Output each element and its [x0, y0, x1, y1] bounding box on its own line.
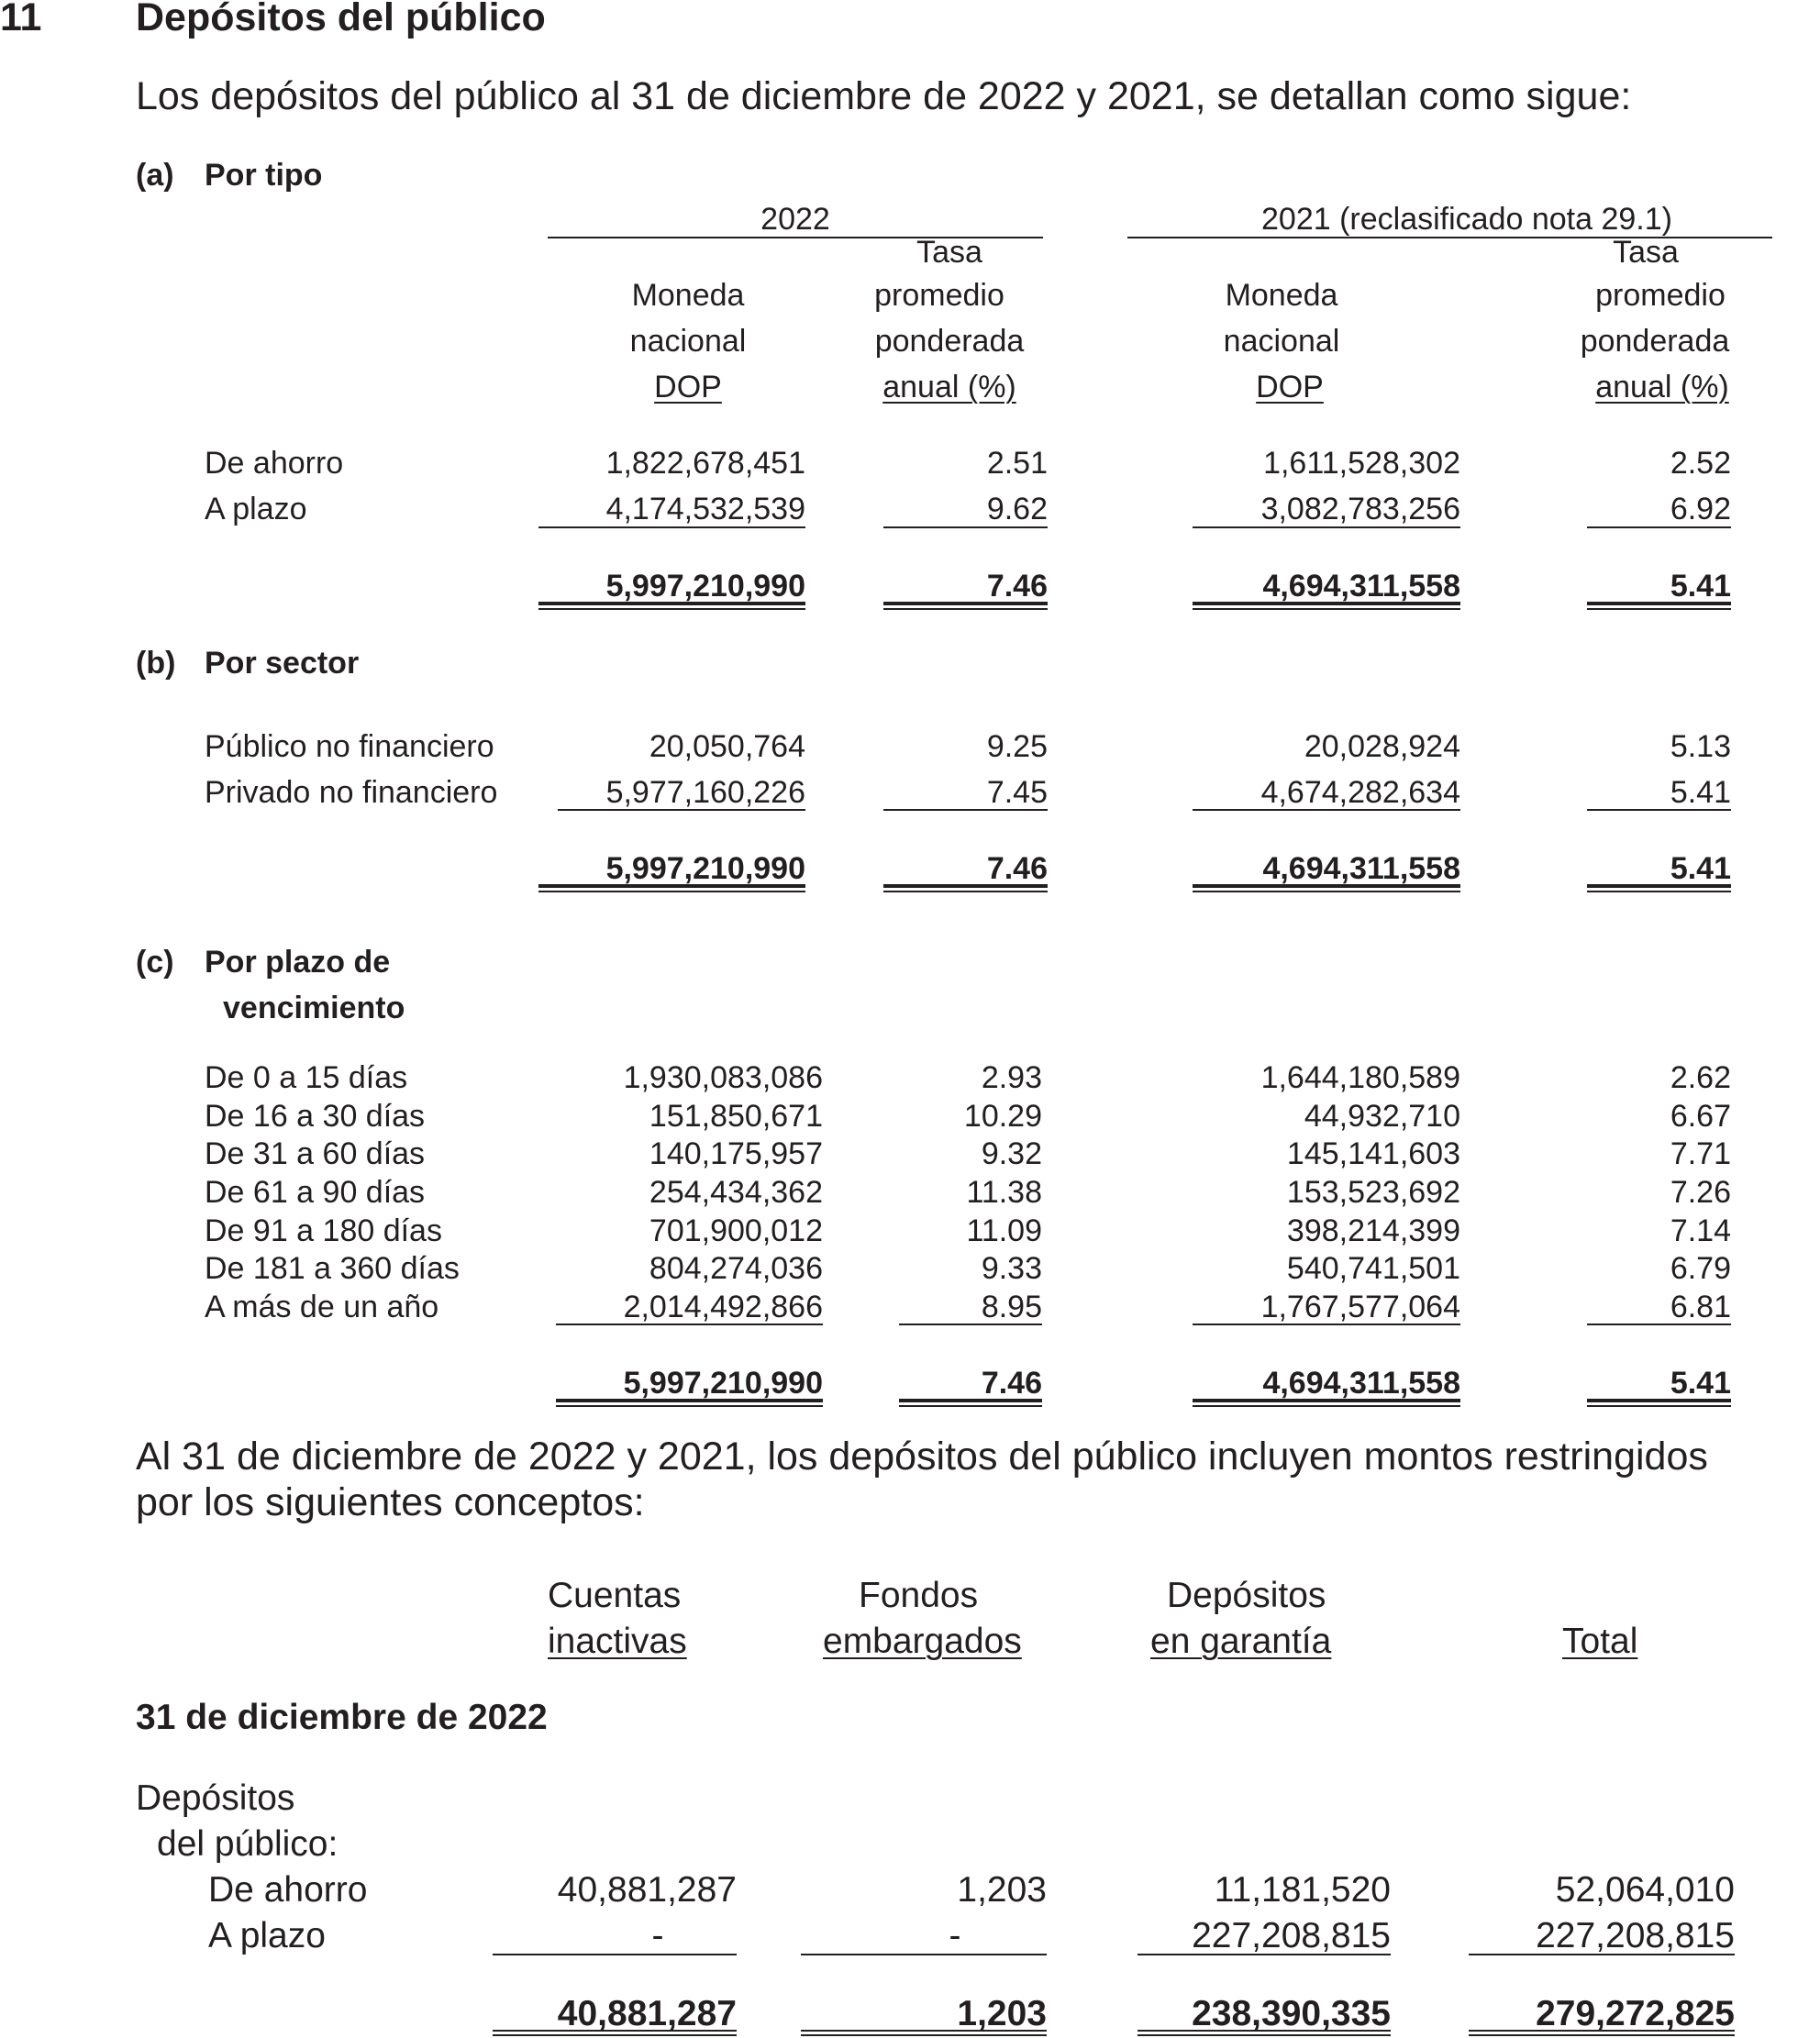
- total-double-rule: [1193, 1401, 1460, 1407]
- subtotal-rule: [801, 1954, 1047, 1955]
- col-depositos-l1: Depósitos: [1167, 1576, 1326, 1615]
- total-total: 279,272,825: [1536, 1994, 1735, 2033]
- row-label: De 181 a 360 días: [205, 1251, 460, 1286]
- subtotal-rule: [883, 809, 1048, 811]
- total-double-rule: [1587, 604, 1731, 610]
- total-value-2022: 5,997,210,990: [623, 1366, 823, 1401]
- row-value-2021: 398,214,399: [1286, 1213, 1460, 1248]
- row-cuentas: -: [651, 1916, 664, 1955]
- total-double-rule: [801, 2034, 1047, 2036]
- row-rate-2022: 9.25: [986, 729, 1048, 764]
- year-2022-header: 2022: [760, 202, 830, 237]
- row-value-2021: 4,674,282,634: [1260, 775, 1460, 810]
- col-moneda-2022-l3: DOP: [654, 370, 722, 404]
- total-rate-2022: 7.46: [986, 851, 1048, 886]
- subtotal-rule: [1587, 1324, 1731, 1325]
- row-total: 227,208,815: [1536, 1916, 1735, 1955]
- note-number: 11: [0, 0, 42, 39]
- row-label: A más de un año: [205, 1290, 439, 1324]
- row-rate-2022: 10.29: [963, 1099, 1042, 1134]
- total-double-rule: [1193, 604, 1460, 610]
- row-rate-2022: 9.32: [981, 1136, 1042, 1171]
- row-value-2022: 701,900,012: [649, 1213, 823, 1248]
- row-value-2022: 1,822,678,451: [605, 446, 805, 481]
- row-value-2022: 804,274,036: [649, 1251, 823, 1286]
- section-b-title: Por sector: [205, 646, 360, 681]
- row-value-2022: 1,930,083,086: [623, 1060, 823, 1095]
- note-title: Depósitos del público: [136, 0, 546, 39]
- row-value-2021: 540,741,501: [1286, 1251, 1460, 1286]
- section-a-letter: (a): [136, 158, 174, 193]
- total-cuentas: 40,881,287: [557, 1994, 737, 2033]
- total-top-rule: [493, 2030, 737, 2032]
- row-label: Privado no financiero: [205, 775, 498, 810]
- col-tasa-2022-l3: ponderada: [874, 324, 1025, 359]
- total-double-rule: [1193, 886, 1460, 892]
- row-rate-2021: 6.81: [1670, 1290, 1731, 1324]
- row-label: De ahorro: [205, 446, 344, 481]
- group-label-l1: Depósitos: [136, 1778, 295, 1818]
- total-rate-2021: 5.41: [1670, 851, 1731, 886]
- subtotal-rule: [899, 1324, 1042, 1325]
- row-value-2022: 4,174,532,539: [605, 492, 805, 526]
- year-2021-header: 2021 (reclasificado nota 29.1): [1261, 202, 1672, 237]
- col-moneda-2022-l2: nacional: [629, 324, 747, 359]
- total-double-rule: [493, 2034, 737, 2036]
- row-cuentas: 40,881,287: [557, 1870, 737, 1910]
- row-value-2021: 153,523,692: [1286, 1175, 1460, 1210]
- col-cuentas-l1: Cuentas: [548, 1576, 682, 1615]
- col-tasa-2022-l4: anual (%): [882, 370, 1016, 404]
- row-depositos: 227,208,815: [1192, 1916, 1391, 1955]
- subtotal-rule: [1193, 809, 1460, 811]
- total-top-rule: [1138, 2030, 1391, 2032]
- row-value-2022: 2,014,492,866: [623, 1290, 823, 1324]
- col-moneda-2022-l1: Moneda: [631, 278, 745, 313]
- row-depositos: 11,181,520: [1214, 1870, 1391, 1910]
- section-c-title-l2: vencimiento: [223, 991, 405, 1025]
- col-total: Total: [1562, 1622, 1638, 1661]
- row-fondos: -: [949, 1916, 961, 1955]
- group-label-l2: del público:: [157, 1824, 338, 1864]
- row-rate-2021: 2.62: [1670, 1060, 1731, 1095]
- row-label: De 61 a 90 días: [205, 1175, 426, 1210]
- row-rate-2021: 6.79: [1670, 1251, 1731, 1286]
- row-label: De 16 a 30 días: [205, 1099, 426, 1134]
- row-label: A plazo: [205, 492, 307, 526]
- col-depositos-l2: en garantía: [1150, 1622, 1332, 1661]
- col-moneda-2021-l1: Moneda: [1225, 278, 1338, 313]
- subtotal-rule: [1587, 809, 1731, 811]
- total-double-rule: [883, 886, 1048, 892]
- section-c-title-l1: Por plazo de: [205, 945, 391, 980]
- intro-paragraph: Los depósitos del público al 31 de diciembre de 2022 y 2021, se detallan como sigue:: [136, 74, 1632, 118]
- total-top-rule: [1469, 2030, 1735, 2032]
- row-label: De 91 a 180 días: [205, 1213, 442, 1248]
- row-rate-2022: 2.93: [981, 1060, 1042, 1095]
- total-double-rule: [883, 604, 1048, 610]
- total-value-2021: 4,694,311,558: [1262, 1366, 1460, 1401]
- row-rate-2022: 11.09: [966, 1213, 1042, 1248]
- subtotal-rule: [1469, 1954, 1735, 1955]
- row-fondos: 1,203: [957, 1870, 1047, 1910]
- total-rate-2022: 7.46: [986, 569, 1048, 604]
- col-tasa-2022-l1: Tasa: [916, 235, 982, 270]
- row-label: A plazo: [208, 1916, 326, 1955]
- total-rate-2021: 5.41: [1670, 1366, 1731, 1401]
- total-fondos: 1,203: [957, 1994, 1047, 2033]
- row-value-2021: 1,767,577,064: [1260, 1290, 1460, 1324]
- total-double-rule: [899, 1401, 1042, 1407]
- row-rate-2022: 8.95: [981, 1290, 1042, 1324]
- row-rate-2021: 5.41: [1670, 775, 1731, 810]
- total-double-rule: [538, 604, 805, 610]
- row-value-2021: 3,082,783,256: [1260, 492, 1460, 526]
- row-rate-2021: 6.92: [1670, 492, 1731, 526]
- col-moneda-2021-l2: nacional: [1223, 324, 1340, 359]
- total-depositos: 238,390,335: [1192, 1994, 1391, 2033]
- total-double-rule: [1469, 2034, 1735, 2036]
- total-value-2021: 4,694,311,558: [1262, 569, 1460, 604]
- section-a-title: Por tipo: [205, 158, 323, 193]
- period-heading: 31 de diciembre de 2022: [136, 1698, 548, 1737]
- row-value-2022: 151,850,671: [649, 1099, 823, 1134]
- col-fondos-l2: embargados: [823, 1622, 1022, 1661]
- row-rate-2022: 7.45: [986, 775, 1048, 810]
- col-tasa-2021-l2: promedio: [1595, 278, 1726, 313]
- total-rate-2022: 7.46: [981, 1366, 1042, 1401]
- restricted-intro-l2: por los siguientes conceptos:: [136, 1480, 645, 1524]
- subtotal-rule: [1587, 526, 1731, 528]
- col-tasa-2021-l1: Tasa: [1613, 235, 1679, 270]
- col-cuentas-l2: inactivas: [548, 1622, 687, 1661]
- subtotal-rule: [538, 526, 805, 528]
- subtotal-rule: [1138, 1954, 1391, 1955]
- total-value-2021: 4,694,311,558: [1262, 851, 1460, 886]
- subtotal-rule: [1193, 1324, 1460, 1325]
- subtotal-rule: [556, 1324, 823, 1325]
- row-rate-2021: 2.52: [1670, 446, 1731, 481]
- row-rate-2022: 11.38: [966, 1175, 1042, 1210]
- row-rate-2021: 7.26: [1670, 1175, 1731, 1210]
- row-rate-2022: 9.62: [986, 492, 1048, 526]
- section-c-letter: (c): [136, 945, 174, 980]
- col-tasa-2021-l4: anual (%): [1595, 370, 1729, 404]
- row-rate-2021: 7.71: [1670, 1136, 1731, 1171]
- row-rate-2022: 9.33: [981, 1251, 1042, 1286]
- row-value-2022: 20,050,764: [649, 729, 805, 764]
- total-value-2022: 5,997,210,990: [605, 569, 805, 604]
- row-value-2021: 1,611,528,302: [1263, 446, 1460, 481]
- total-double-rule: [556, 1401, 823, 1407]
- subtotal-rule: [558, 809, 805, 811]
- row-value-2021: 1,644,180,589: [1260, 1060, 1460, 1095]
- row-value-2021: 20,028,924: [1304, 729, 1460, 764]
- row-rate-2021: 6.67: [1670, 1099, 1731, 1134]
- subtotal-rule: [493, 1954, 737, 1955]
- row-value-2022: 5,977,160,226: [605, 775, 805, 810]
- row-value-2021: 44,932,710: [1304, 1099, 1460, 1134]
- col-tasa-2022-l2: promedio: [874, 278, 1004, 313]
- row-label: De ahorro: [208, 1870, 368, 1910]
- row-rate-2021: 5.13: [1670, 729, 1731, 764]
- total-double-rule: [1587, 1401, 1731, 1407]
- col-fondos-l1: Fondos: [859, 1576, 979, 1615]
- row-value-2022: 254,434,362: [649, 1175, 823, 1210]
- row-value-2021: 145,141,603: [1286, 1136, 1460, 1171]
- subtotal-rule: [883, 526, 1048, 528]
- total-double-rule: [1587, 886, 1731, 892]
- section-b-letter: (b): [136, 646, 176, 681]
- restricted-intro-l1: Al 31 de diciembre de 2022 y 2021, los depósitos del público incluyen montos restringidos: [136, 1434, 1708, 1479]
- total-value-2022: 5,997,210,990: [605, 851, 805, 886]
- row-label: De 0 a 15 días: [205, 1060, 408, 1095]
- subtotal-rule: [1193, 526, 1460, 528]
- row-value-2022: 140,175,957: [649, 1136, 823, 1171]
- row-rate-2022: 2.51: [986, 446, 1048, 481]
- total-double-rule: [1138, 2034, 1391, 2036]
- col-tasa-2021-l3: ponderada: [1580, 324, 1730, 359]
- total-double-rule: [538, 886, 805, 892]
- row-total: 52,064,010: [1555, 1870, 1735, 1910]
- total-rate-2021: 5.41: [1670, 569, 1731, 604]
- row-label: Público no financiero: [205, 729, 494, 764]
- row-label: De 31 a 60 días: [205, 1136, 426, 1171]
- col-moneda-2021-l3: DOP: [1256, 370, 1324, 404]
- total-top-rule: [801, 2030, 1047, 2032]
- row-rate-2021: 7.14: [1670, 1213, 1731, 1248]
